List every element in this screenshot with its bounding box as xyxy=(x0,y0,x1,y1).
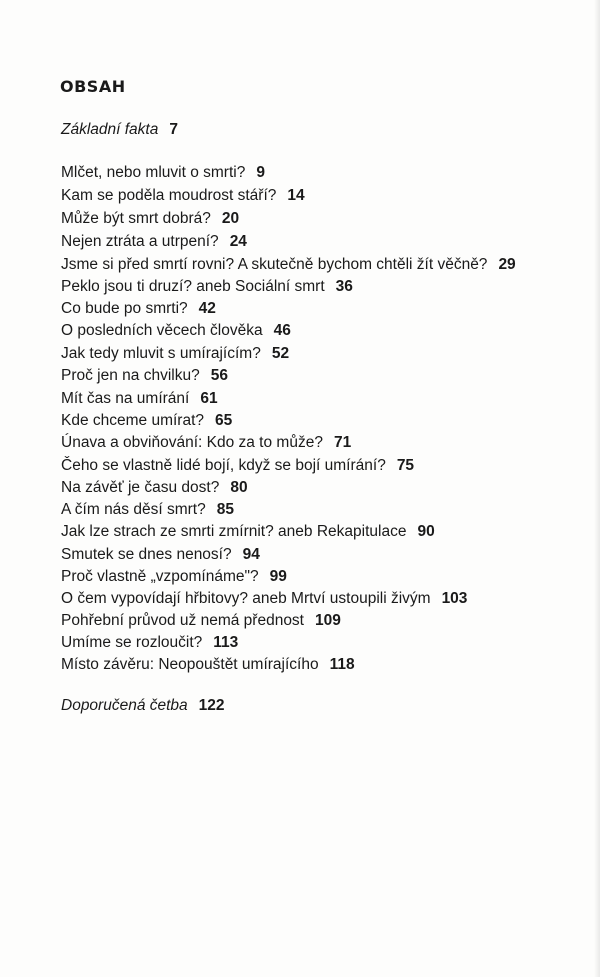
toc-entry-page-number: 118 xyxy=(329,656,355,673)
toc-entry xyxy=(61,696,225,716)
toc-entry xyxy=(61,120,178,140)
toc-entry-title: Proč jen na chvilku? xyxy=(61,367,200,384)
toc-entry xyxy=(61,232,247,252)
toc-entry xyxy=(61,389,218,409)
toc-entry-title: Čeho se vlastně lidé bojí, když se bojí umírání? xyxy=(61,457,386,474)
toc-entry xyxy=(61,567,287,587)
toc-entry-page-number: 99 xyxy=(269,568,287,585)
toc-entry xyxy=(61,433,351,453)
toc-entry-title: Místo závěru: Neopouštět umírajícího xyxy=(61,656,319,673)
toc-entry-page-number: 109 xyxy=(315,612,341,629)
toc-entry-title: Smutek se dnes nenosí? xyxy=(61,546,232,563)
toc-entry xyxy=(61,163,265,183)
toc-entry xyxy=(61,321,291,341)
toc-entry-title: Proč vlastně „vzpomínáme"? xyxy=(61,568,259,585)
toc-entry-title: A čím nás děsí smrt? xyxy=(61,501,206,518)
toc-entry xyxy=(61,255,516,275)
toc-entry xyxy=(61,411,232,431)
toc-entry xyxy=(61,366,228,386)
toc-entry-title: Nejen ztráta a utrpení? xyxy=(61,233,219,250)
toc-entry-page-number: 80 xyxy=(230,479,248,496)
toc-entry-title: O posledních věcech člověka xyxy=(61,322,263,339)
toc-entry-page-number: 61 xyxy=(200,390,218,407)
toc-entry xyxy=(61,186,305,206)
toc-entry-page-number: 94 xyxy=(242,546,260,563)
toc-entry xyxy=(61,611,341,631)
toc-entry-title: Jak tedy mluvit s umírajícím? xyxy=(61,345,261,362)
toc-entry xyxy=(61,545,260,565)
toc-entry xyxy=(61,277,353,297)
toc-entry-page-number: 9 xyxy=(256,164,265,181)
toc-entry-page-number: 103 xyxy=(441,590,468,607)
toc-entry-title: Kde chceme umírat? xyxy=(61,412,205,429)
toc-entry-page-number: 24 xyxy=(229,233,247,250)
toc-entry-title: Jak lze strach ze smrti zmírnit? aneb Rekapitulace xyxy=(61,523,407,540)
toc-entry-title: Pohřební průvod už nemá přednost xyxy=(61,612,304,629)
toc-entry xyxy=(61,344,289,364)
toc-entry-title: O čem vypovídají hřbitovy? aneb Mrtví ustoupili živým xyxy=(61,590,431,607)
toc-entry xyxy=(61,522,435,542)
toc-entry xyxy=(61,500,234,520)
toc-entry xyxy=(61,589,467,609)
toc-entry-title: Co bude po smrti? xyxy=(61,300,188,317)
toc-entry-page-number: 36 xyxy=(335,278,353,295)
toc-entry-title: Na závěť je času dost? xyxy=(61,479,220,496)
page-edge-shadow xyxy=(594,0,600,977)
toc-entry-page-number: 122 xyxy=(198,697,225,714)
toc-entry-page-number: 56 xyxy=(210,367,228,384)
toc-heading: OBSAH xyxy=(60,77,126,96)
toc-entry-page-number: 90 xyxy=(417,523,435,540)
toc-entry-page-number: 75 xyxy=(396,457,415,474)
toc-entry-page-number: 29 xyxy=(498,256,516,273)
toc-entry-title: Mlčet, nebo mluvit o smrti? xyxy=(61,164,246,181)
toc-entry-page-number: 65 xyxy=(215,412,233,429)
toc-entry-page-number: 20 xyxy=(221,210,240,227)
toc-entry-page-number: 52 xyxy=(271,345,290,362)
toc-entry-page-number: 42 xyxy=(198,300,216,317)
toc-entry xyxy=(61,478,248,498)
toc-entry xyxy=(61,299,216,319)
toc-entry xyxy=(61,209,239,229)
toc-entry xyxy=(61,655,355,675)
toc-entry-page-number: 85 xyxy=(216,501,234,518)
toc-entry-title: Peklo jsou ti druzí? aneb Sociální smrt xyxy=(61,278,325,295)
toc-entry-page-number: 71 xyxy=(333,434,352,451)
toc-entry-title: Únava a obviňování: Kdo za to může? xyxy=(61,434,323,451)
toc-entry-page-number: 46 xyxy=(273,322,291,339)
toc-entry-title: Základní fakta xyxy=(61,121,159,138)
toc-entry xyxy=(61,456,414,476)
toc-entry-page-number: 14 xyxy=(287,187,305,204)
toc-entry-title: Kam se poděla moudrost stáří? xyxy=(61,187,277,204)
toc-entry-title: Doporučená četba xyxy=(61,697,188,714)
toc-entry-page-number: 7 xyxy=(169,121,178,138)
toc-entry-title: Může být smrt dobrá? xyxy=(61,210,211,227)
toc-entry-title: Jsme si před smrtí rovni? A skutečně bychom chtěli žít věčně? xyxy=(61,256,488,273)
toc-entry-title: Mít čas na umírání xyxy=(61,390,190,407)
toc-entry-page-number: 113 xyxy=(213,634,239,651)
toc-entry-title: Umíme se rozloučit? xyxy=(61,634,203,651)
toc-entry xyxy=(61,633,238,653)
